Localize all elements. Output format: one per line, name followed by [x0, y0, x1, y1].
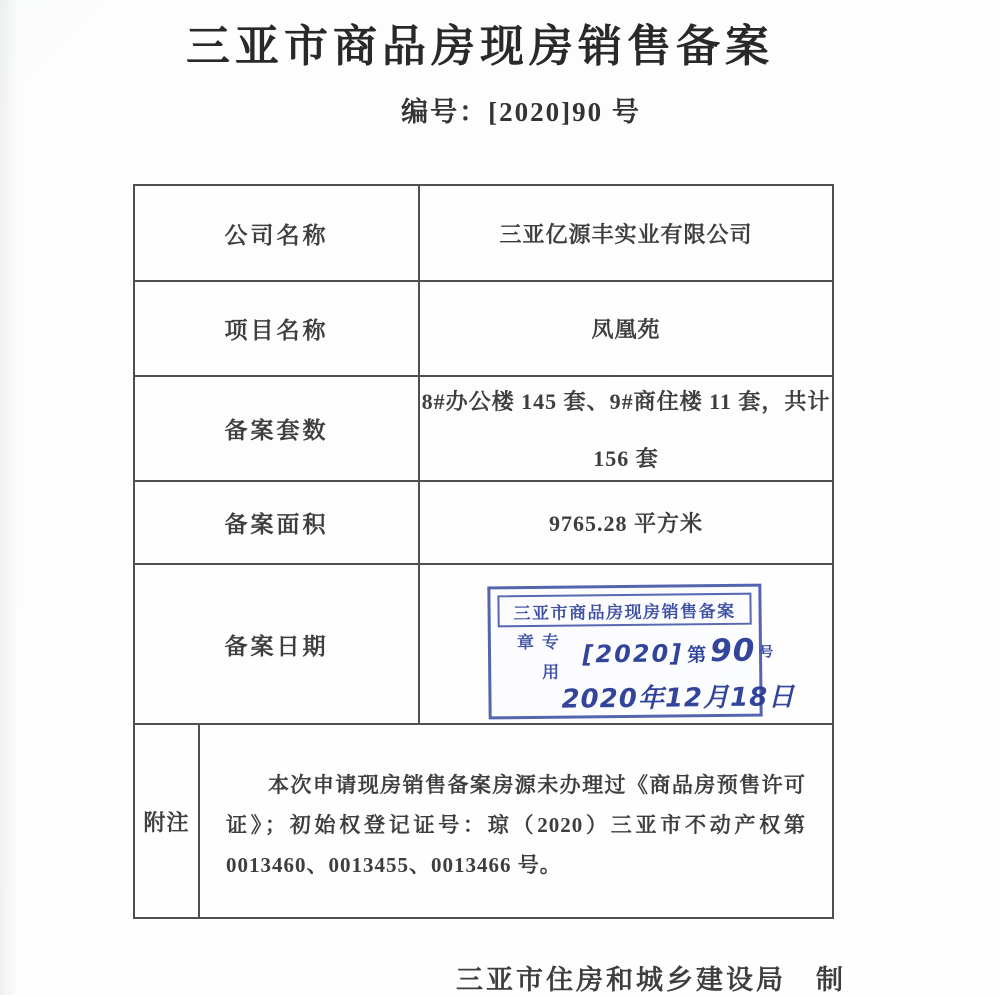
stamp-year-handwritten: [2020] [582, 639, 684, 669]
scan-edge-shading [0, 0, 18, 995]
record-date-label: 备案日期 [135, 565, 420, 723]
project-name-value: 凤凰苑 [591, 317, 661, 342]
table-row-company [135, 186, 832, 282]
stamp-date-line [561, 676, 795, 715]
record-table [133, 184, 834, 919]
table-row-project [135, 282, 832, 377]
unit-count-line1: 8#办公楼 145 套、9#商住楼 11 套，共计 [421, 388, 831, 414]
stamp-body [491, 625, 796, 720]
stamp-number-handwritten: 90 [709, 632, 756, 670]
stamp-number-line [582, 632, 773, 670]
serial-number: 编号：[2020]90 号 [401, 97, 641, 127]
unit-count-label: 备案套数 [135, 377, 420, 480]
unit-count-line2: 156 套 [593, 445, 659, 471]
table-row-area [135, 482, 832, 565]
stamp-date-handwritten: 2020年12月18日 [561, 682, 796, 715]
stamp-number-prefix: 第 [687, 645, 707, 667]
company-name-value: 三亚亿源丰实业有限公司 [499, 221, 753, 247]
stamp-number-suffix: 号 [759, 645, 774, 661]
stamp-lines [561, 624, 796, 718]
notes-paragraph: 本次申请现房销售备案房源未办理过《商品房预售许可证》；初始权登记证号：琼（2020）三亚市不动产权第 0013460、0013455、0013466 号。 [226, 773, 806, 877]
project-name-label: 项目名称 [135, 282, 420, 375]
table-row-notes [135, 725, 832, 917]
stamp-vertical-text: 专用章 [513, 632, 559, 693]
notes-value [200, 725, 832, 917]
page-title: 三亚市商品房现房销售备案 [186, 22, 774, 71]
issuing-authority: 三亚市住房和城乡建设局 制 [456, 965, 846, 995]
table-row-units [135, 377, 832, 482]
notes-label: 附注 [135, 725, 200, 917]
official-stamp [487, 584, 796, 720]
area-value: 9765.28 平方米 [548, 511, 703, 536]
company-name-label: 公司名称 [135, 186, 420, 280]
unit-count-value [420, 377, 832, 480]
area-label: 备案面积 [135, 482, 420, 563]
stamp-title: 三亚市商品房现房销售备案 [497, 593, 751, 628]
